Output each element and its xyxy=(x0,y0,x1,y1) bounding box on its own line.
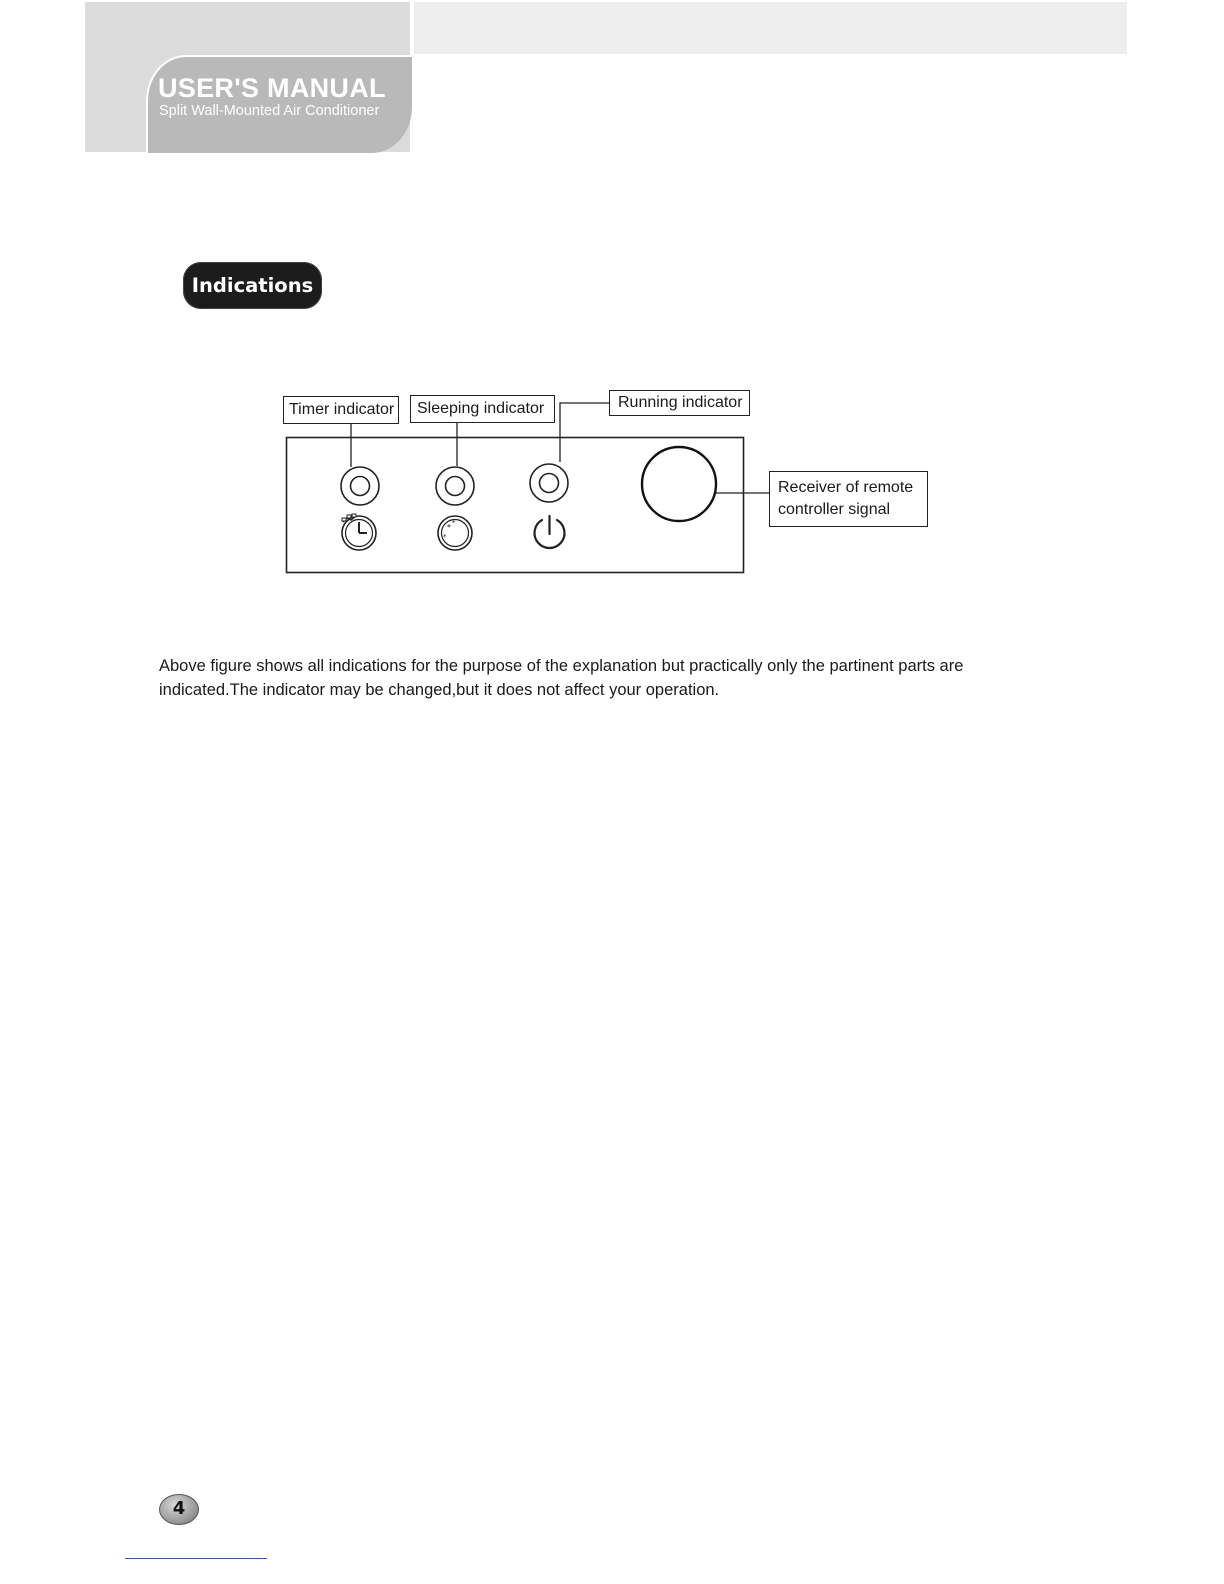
receiver-label-line1: Receiver of remote xyxy=(778,479,914,496)
receiver-label-line2: controller signal xyxy=(778,501,891,518)
footer-rule xyxy=(125,1558,267,1559)
running-indicator-label: Running indicator xyxy=(609,390,750,416)
diagram-lines xyxy=(0,0,1224,700)
sleeping-led-icon xyxy=(436,467,474,505)
manual-subtitle: Split Wall-Mounted Air Conditioner xyxy=(159,103,380,119)
explanation-line-2: indicated.The indicator may be changed,but it does not affect your operation. xyxy=(159,681,720,699)
running-led-icon xyxy=(530,464,568,502)
explanation-paragraph xyxy=(159,654,1059,702)
section-title-badge: Indications xyxy=(183,262,322,309)
power-icon xyxy=(535,516,565,548)
explanation-line-1: Above figure shows all indications for the purpose of the explanation but practically only the partinent parts are xyxy=(159,657,964,675)
timer-clock-icon xyxy=(342,514,376,550)
svg-text:*: * xyxy=(447,523,451,532)
svg-text:*: * xyxy=(443,533,447,541)
page-number-badge: 4 xyxy=(159,1494,199,1525)
sleep-moon-icon xyxy=(438,516,472,550)
timer-indicator-label: Timer indicator xyxy=(283,396,399,424)
timer-led-icon xyxy=(341,467,379,505)
svg-text:*: * xyxy=(452,519,456,527)
indicator-panel-diagram xyxy=(0,0,1224,700)
manual-title: USER'S MANUAL xyxy=(158,73,386,103)
sleeping-indicator-label: Sleeping indicator xyxy=(410,395,555,423)
running-leader-line xyxy=(560,403,609,462)
receiver-label xyxy=(769,471,928,527)
receiver-window-icon xyxy=(642,447,716,521)
